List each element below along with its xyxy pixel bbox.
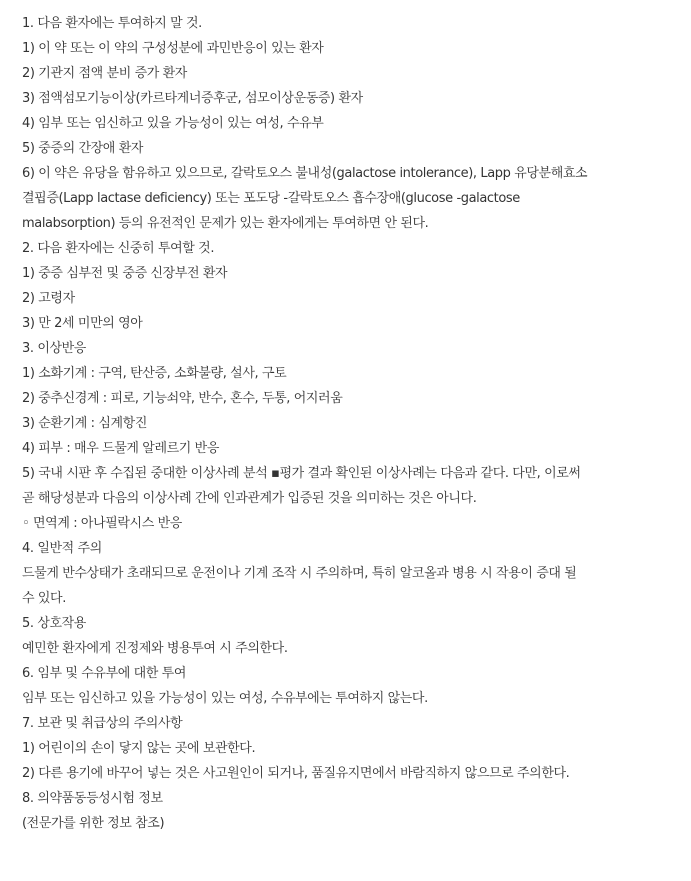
list-item: 3) 만 2세 미만의 영아 xyxy=(22,316,143,331)
paragraph-line: 드물게 반수상태가 초래되므로 운전이나 기계 조작 시 주의하며, 특히 알코올과 병용 시 작용이 증대 될 xyxy=(22,566,577,581)
section-heading-general-precautions: 4. 일반적 주의 xyxy=(22,541,102,556)
section-heading-adverse-reactions: 3. 이상반응 xyxy=(22,341,86,356)
list-item-continuation: malabsorption) 등의 유전적인 문제가 있는 환자에게는 투여하면 안 된다. xyxy=(22,216,429,231)
list-item: 4) 피부 : 매우 드물게 알레르기 반응 xyxy=(22,441,219,456)
list-item-continuation: 곧 해당성분과 다음의 이상사례 간에 인과관계가 입증된 것을 의미하는 것은 아니다. xyxy=(22,491,477,506)
section-heading-bioequivalence: 8. 의약품동등성시험 정보 xyxy=(22,791,163,806)
list-item: 1) 중증 심부전 및 중증 신장부전 환자 xyxy=(22,266,228,281)
section-heading-storage: 7. 보관 및 취급상의 주의사항 xyxy=(22,716,183,731)
list-item: 3) 순환기계 : 심계항진 xyxy=(22,416,147,431)
list-item: 5) 중증의 간장애 환자 xyxy=(22,141,144,156)
section-heading-caution: 2. 다음 환자에는 신중히 투여할 것. xyxy=(22,241,215,256)
list-item: 2) 기관지 점액 분비 증가 환자 xyxy=(22,66,187,81)
document-body xyxy=(22,11,686,836)
list-item-continuation: 결핍증(Lapp lactase deficiency) 또는 포도당 -갈락토오스 흡수장애(glucose -galactose xyxy=(22,191,520,206)
section-heading-interactions: 5. 상호작용 xyxy=(22,616,86,631)
list-item: 2) 다른 용기에 바꾸어 넣는 것은 사고원인이 되거나, 품질유지면에서 바람직하지 않으므로 주의한다. xyxy=(22,766,570,781)
list-item: 1) 이 약 또는 이 약의 구성성분에 과민반응이 있는 환자 xyxy=(22,41,324,56)
section-heading-contraindications: 1. 다음 환자에는 투여하지 말 것. xyxy=(22,16,202,31)
paragraph-line: (전문가를 위한 정보 참조) xyxy=(22,816,165,831)
list-item: 2) 고령자 xyxy=(22,291,75,306)
list-item: 4) 임부 또는 임신하고 있을 가능성이 있는 여성, 수유부 xyxy=(22,116,324,131)
section-heading-pregnancy: 6. 임부 및 수유부에 대한 투여 xyxy=(22,666,187,681)
list-item: 3) 점액섬모기능이상(카르타게너증후군, 섬모이상운동증) 환자 xyxy=(22,91,363,106)
paragraph-line: 예민한 환자에게 진정제와 병용투여 시 주의한다. xyxy=(22,641,288,656)
paragraph-line: 수 있다. xyxy=(22,591,66,606)
list-item: 6) 이 약은 유당을 함유하고 있으므로, 갈락토오스 불내성(galactose intolerance), Lapp 유당분해효소 xyxy=(22,166,588,181)
list-item: 1) 어린이의 손이 닿지 않는 곳에 보관한다. xyxy=(22,741,256,756)
list-item: 2) 중추신경계 : 피로, 기능쇠약, 반수, 혼수, 두통, 어지러움 xyxy=(22,391,343,406)
list-item: 1) 소화기계 : 구역, 탄산증, 소화불량, 설사, 구토 xyxy=(22,366,287,381)
sub-list-item: ◦ 면역계 : 아나필락시스 반응 xyxy=(22,516,182,531)
list-item: 5) 국내 시판 후 수집된 중대한 이상사례 분석 ▪평가 결과 확인된 이상사례는 다음과 같다. 다만, 이로써 xyxy=(22,466,581,481)
paragraph-line: 임부 또는 임신하고 있을 가능성이 있는 여성, 수유부에는 투여하지 않는다. xyxy=(22,691,428,706)
